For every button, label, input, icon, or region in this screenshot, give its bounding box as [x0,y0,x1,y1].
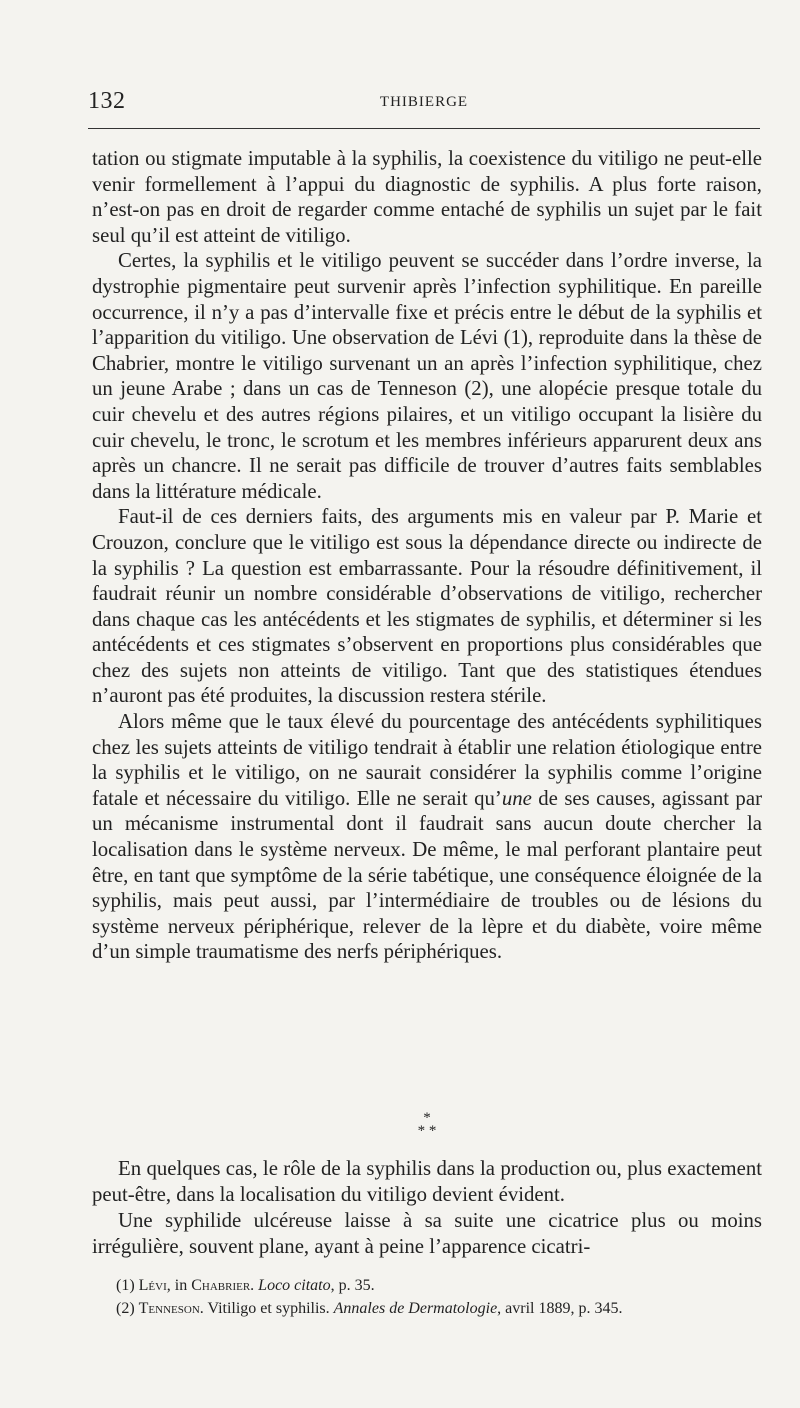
paragraph-syphilide: Une syphilide ulcéreuse laisse à sa suite une cicatrice plus ou moins irrégulière, souvent plane, ayant à peine l’apparence cicatri- [92,1209,762,1258]
page-number: 132 [88,88,126,114]
header-rule [88,128,760,129]
footnote-1-title: Loco citato [258,1277,331,1294]
paragraph-alors-part-1: Alors même que le taux élevé du pourcentage des antécédents syphilitiques chez les sujets atteints de vitiligo tendrait à établir une relation étiologique entre la syphilis et le vitiligo, on ne saurait considérer la syphilis comme l’origine fatale et nécessaire du vitiligo. Elle ne serait qu’ [92,710,762,810]
footnote-1-rest: , p. 35. [330,1277,375,1294]
footnote-1-mid: , in [166,1277,192,1294]
footnote-2-title: Annales de Dermatologie [333,1300,498,1317]
asterisk-bottom: * * [417,1123,437,1139]
paragraph-certes: Certes, la syphilis et le vitiligo peuvent se succéder dans l’ordre inverse, la dystrophie pigmentaire peut survenir après l’infection syphilitique. En pareille occurrence, il n’y a pas d’intervalle fixe et précis entre le début de la syphilis et l’apparition du vitiligo. Une observation de Lévi (1), reproduite dans la thèse de Chabrier, montre le vitiligo survenant un an après l’infection syphilitique, chez un jeune Arabe ; dans un cas de Tenneson (2), une alopécie presque totale du cuir chevelu et des autres régions pilaires, et un vitiligo occupant la lisière du cuir chevelu, le tronc, le scrotum et les membres inférieurs apparurent deux ans après un chancre. Il ne serait pas difficile de trouver d’autres faits semblables dans la littérature médicale. [92,249,762,503]
footnote-1-mark: (1) [116,1277,135,1294]
footnote-2-author: Tenneson [138,1300,200,1317]
footnote-1-sep: . [250,1277,259,1294]
running-title: THIBIERGE [379,94,469,110]
body-text-after-separator [92,1156,762,1260]
footnote-1-source: Chabrier [191,1277,251,1294]
footnote-2-mark: (2) [116,1300,135,1317]
paragraph-en-quelques-cas: En quelques cas, le rôle de la syphilis dans la production ou, plus exactement peut-être, dans la localisation du vitiligo devient évident. [92,1157,762,1206]
paragraph-faut-il: Faut-il de ces derniers faits, des arguments mis en valeur par P. Marie et Crouzon, conclure que le vitiligo est sous la dépendance directe ou indirecte de la syphilis ? La question est embarrassante. Pour la résoudre définitivement, il faudrait réunir un nombre considérable d’observations de vitiligo, rechercher dans chaque cas les antécédents et les stigmates de syphilis, et déterminer si les antécédents et ces stigmates s’observent en proportions plus considérables que chez des sujets non atteints de vitiligo. Tant que des statistiques étendues n’auront pas été produites, la discussion restera stérile. [92,505,762,708]
paragraph-alors [92,709,762,965]
footnote-1 [92,1274,762,1297]
paragraph-continuation: tation ou stigmate imputable à la syphilis, la coexistence du vitiligo ne peut-elle venir formellement à l’appui du diagnostic de syphilis. A plus forte raison, n’est-on pas en droit de regarder comme entaché de syphilis un sujet par le fait seul qu’il est atteint de vitiligo. [92,147,762,247]
footnote-2-rest: , avril 1889, p. 345. [497,1300,623,1317]
emphasis-une: une [501,786,532,810]
page-header [88,88,760,128]
asterisk-top: * [423,1110,431,1126]
footnote-2 [92,1297,762,1320]
section-separator [92,1112,762,1138]
footnote-2-mid: . Vitiligo et syphilis. [199,1300,334,1317]
footnotes [92,1274,762,1320]
footnote-1-author: Lévi [138,1277,167,1294]
body-text [92,146,762,965]
paragraph-alors-part-2: de ses causes, agissant par un mécanisme instrumental dont il faudrait sans aucun doute chercher la localisation dans le système nerveux. De même, le mal perforant plantaire peut être, en tant que symptôme de la série tabétique, une conséquence éloignée de la syphilis, mais peut aussi, par l’intermédiaire de troubles ou de lésions du système nerveux périphérique, relever de la lèpre et du diabète, voire même d’un simple traumatisme des nerfs périphériques. [92,786,762,964]
